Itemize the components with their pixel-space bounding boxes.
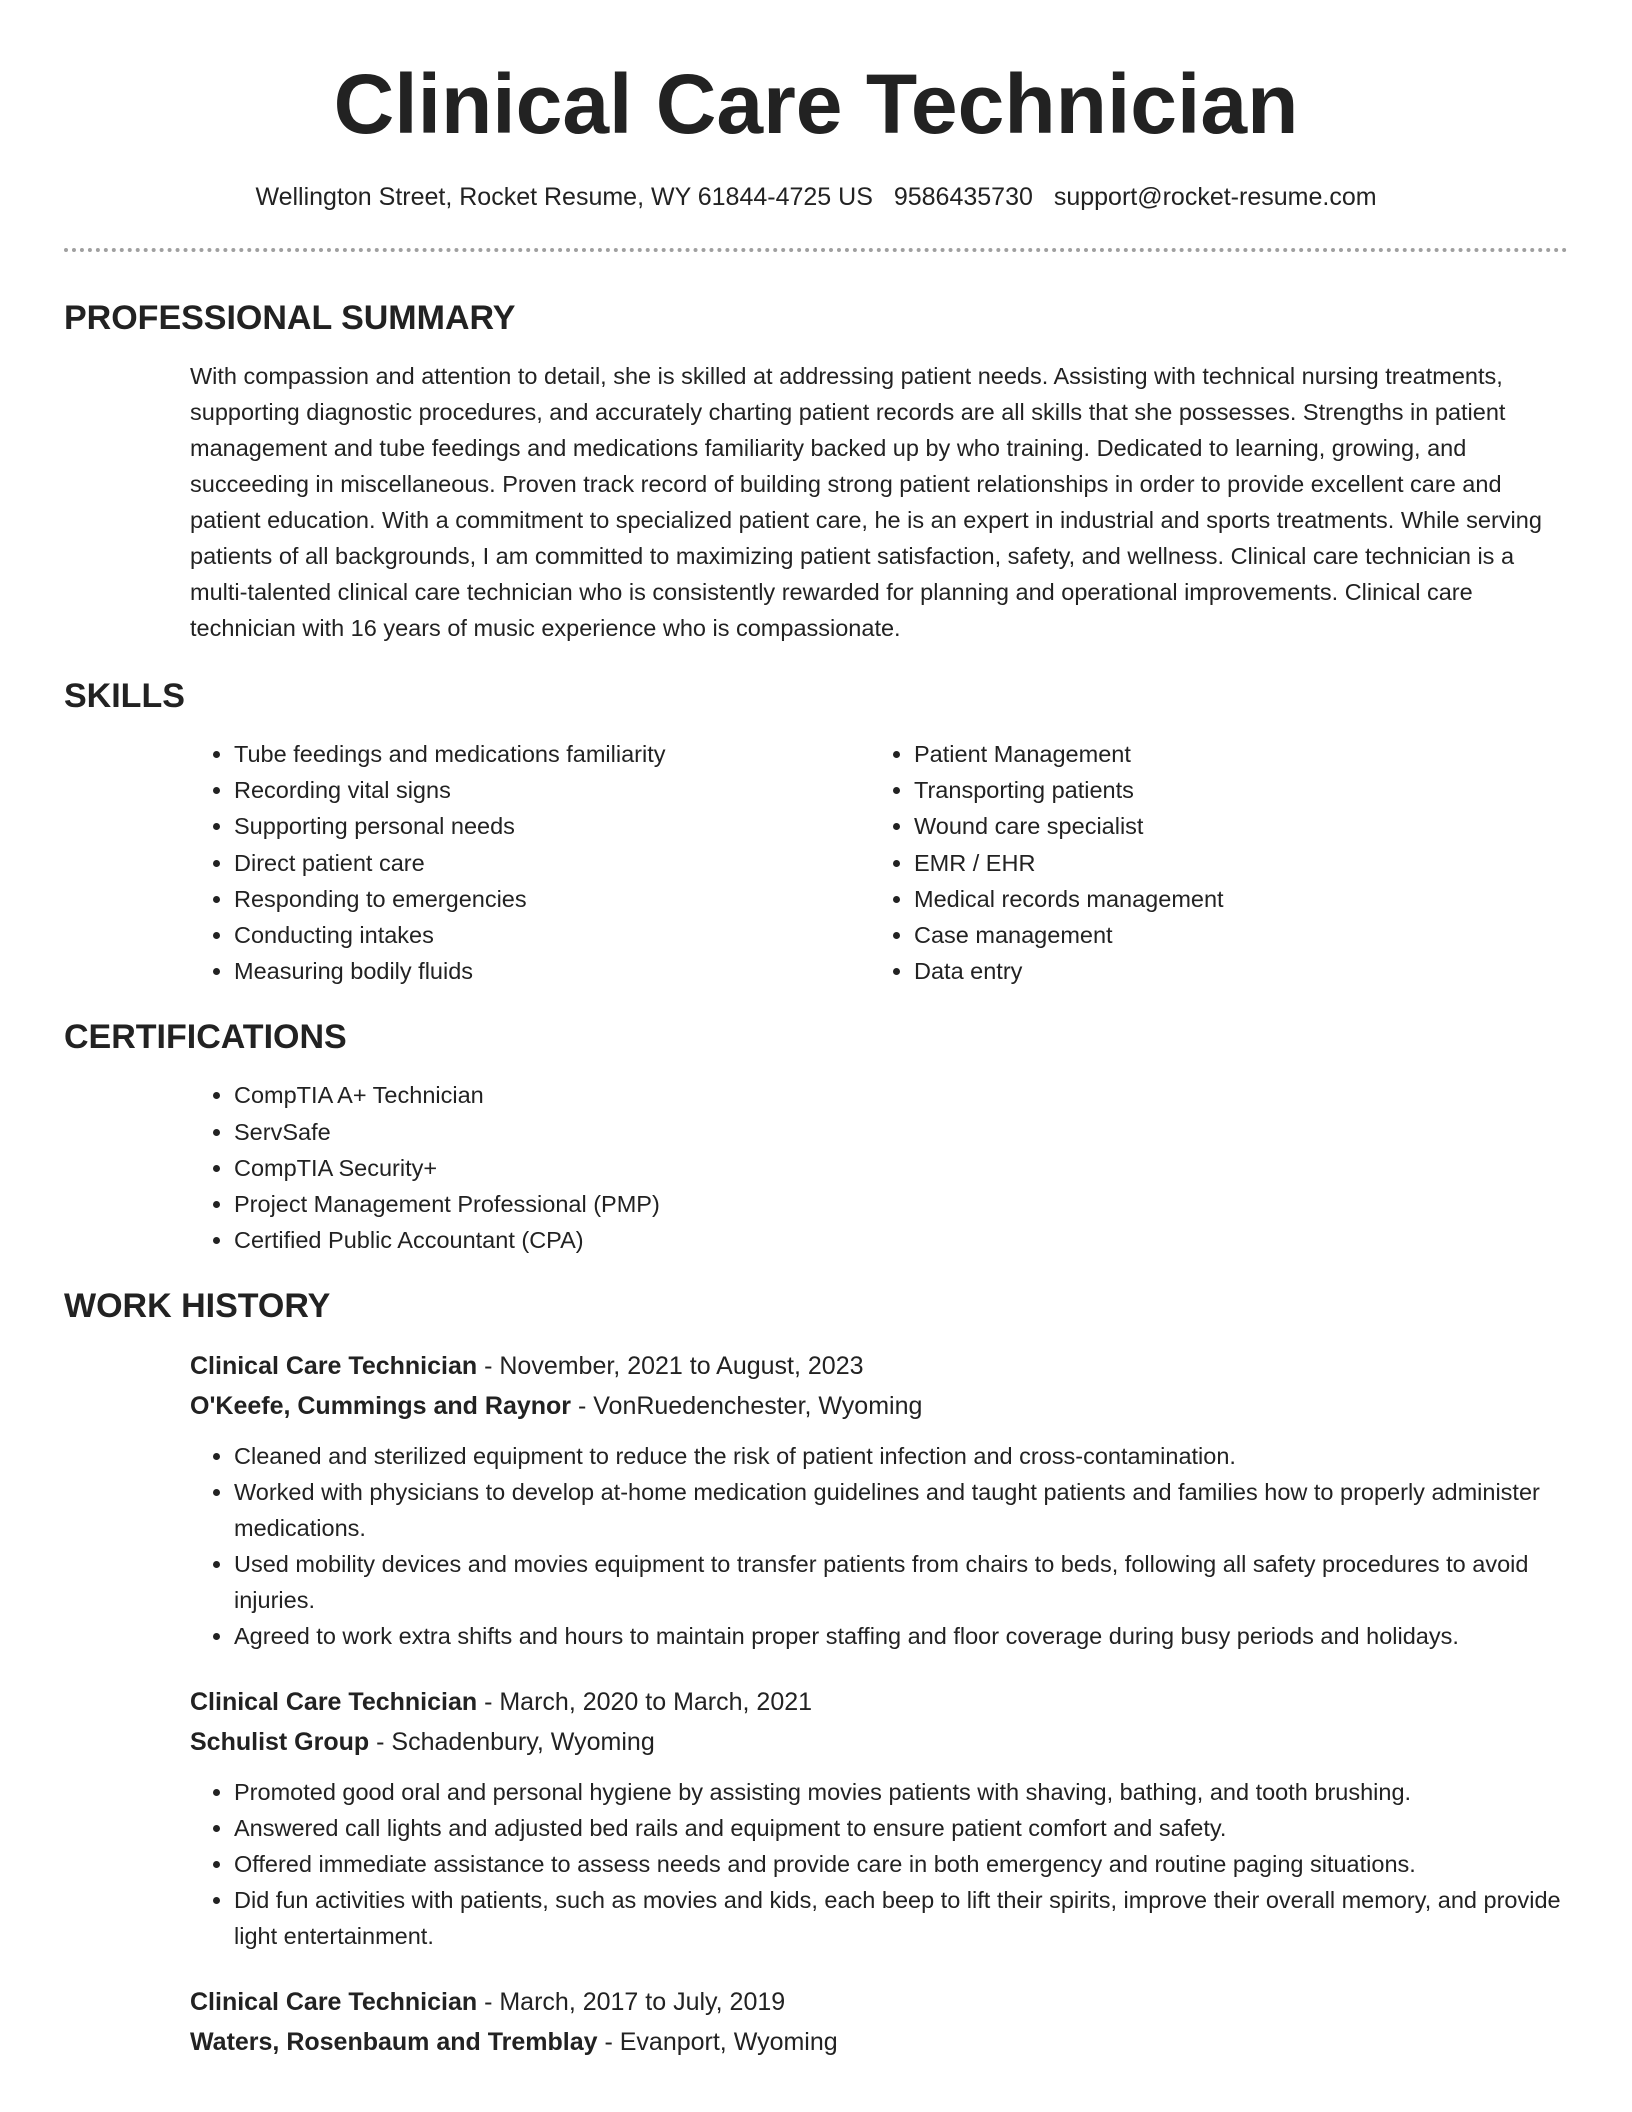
certification-item: • Project Management Professional (PMP) bbox=[234, 1186, 1568, 1222]
job-bullet: • Used mobility devices and movies equipment to transfer patients from chairs to beds, following all safety procedures to avoid injuries. bbox=[234, 1546, 1568, 1618]
skills-column-left bbox=[190, 736, 870, 989]
job-bullet: • Cleaned and sterilized equipment to reduce the risk of patient infection and cross-contamination. bbox=[234, 1438, 1568, 1474]
skill-item: • Medical records management bbox=[914, 881, 1568, 917]
summary-text: With compassion and attention to detail, she is skilled at addressing patient needs. Assisting with technical nursing treatments, supporting diagnostic procedures, and accurately charting patient records are all skills that she possesses. Strengths in patient management and tube feedings and medications familiarity backed up by who training. Dedicated to learning, growing, and succeeding in miscellaneous. Proven track record of building strong patient relationships in order to provide excellent care and patient education. With a commitment to specialized patient care, he is an expert in industrial and sports treatments. While serving patients of all backgrounds, I am committed to maximizing patient satisfaction, safety, and wellness. Clinical care technician is a multi-talented clinical care technician who is consistently rewarded for planning and operational improvements. Clinical care technician with 16 years of music experience who is compassionate. bbox=[190, 363, 1542, 641]
job-bullet: • Agreed to work extra shifts and hours to maintain proper staffing and floor coverage during busy periods and holidays. bbox=[234, 1618, 1568, 1654]
job-location: - Evanport, Wyoming bbox=[597, 2028, 838, 2057]
job-entry bbox=[190, 1346, 1568, 1654]
skill-item: • Measuring bodily fluids bbox=[234, 953, 870, 989]
job-company-line bbox=[190, 2022, 1568, 2062]
job-title-line bbox=[190, 1982, 1568, 2022]
skill-item: • Tube feedings and medications familiarity bbox=[234, 736, 870, 772]
job-company: Waters, Rosenbaum and Tremblay bbox=[190, 2028, 598, 2057]
job-bullet: • Offered immediate assistance to assess needs and provide care in both emergency and routine paging situations. bbox=[234, 1846, 1568, 1882]
contact-line bbox=[64, 180, 1568, 214]
skill-item: • Wound care specialist bbox=[914, 808, 1568, 844]
certifications-heading: CERTIFICATIONS bbox=[64, 1018, 347, 1057]
certification-item: • Certified Public Accountant (CPA) bbox=[234, 1222, 1568, 1258]
job-entry bbox=[190, 1982, 1568, 2062]
job-title-line bbox=[190, 1682, 1568, 1722]
header-divider bbox=[64, 248, 1568, 252]
skills-list bbox=[190, 736, 1568, 989]
skill-item: • Recording vital signs bbox=[234, 772, 870, 808]
job-location: - Schadenbury, Wyoming bbox=[369, 1728, 655, 1757]
skills-heading: SKILLS bbox=[64, 677, 185, 715]
skill-item: • Patient Management bbox=[914, 736, 1568, 772]
job-company: O'Keefe, Cummings and Raynor bbox=[190, 1392, 572, 1421]
job-bullets bbox=[190, 1438, 1568, 1654]
job-dates: - March, 2020 to March, 2021 bbox=[477, 1688, 813, 1717]
summary-heading: PROFESSIONAL SUMMARY bbox=[64, 299, 516, 337]
skill-item: • Responding to emergencies bbox=[234, 881, 870, 917]
resume-title: Clinical Care Technician bbox=[333, 57, 1299, 151]
certifications-list bbox=[190, 1077, 1568, 1258]
contact-email: support@rocket-resume.com bbox=[1053, 183, 1377, 211]
job-title-line bbox=[190, 1346, 1568, 1386]
job-bullets bbox=[190, 1774, 1568, 1954]
job-title: Clinical Care Technician bbox=[190, 1988, 478, 2017]
job-bullet: • Promoted good oral and personal hygiene by assisting movies patients with shaving, bathing, and tooth brushing. bbox=[234, 1774, 1568, 1810]
job-company-line bbox=[190, 1722, 1568, 1762]
job-title: Clinical Care Technician bbox=[190, 1352, 478, 1381]
skill-item: • EMR / EHR bbox=[914, 845, 1568, 881]
job-bullet: • Did fun activities with patients, such as movies and kids, each beep to lift their spirits, improve their overall memory, and provide light entertainment. bbox=[234, 1882, 1568, 1954]
contact-phone: 9586435730 bbox=[893, 183, 1033, 211]
job-company-line bbox=[190, 1386, 1568, 1426]
skill-item: • Case management bbox=[914, 917, 1568, 953]
job-dates: - March, 2017 to July, 2019 bbox=[477, 1988, 786, 2017]
job-entry bbox=[190, 1682, 1568, 1954]
job-location: - VonRuedenchester, Wyoming bbox=[571, 1392, 923, 1421]
skill-item: • Transporting patients bbox=[914, 772, 1568, 808]
work-history-heading: WORK HISTORY bbox=[64, 1287, 331, 1326]
skill-item: • Conducting intakes bbox=[234, 917, 870, 953]
skill-item: • Data entry bbox=[914, 953, 1568, 989]
contact-address: Wellington Street, Rocket Resume, WY 61844-4725 US bbox=[255, 183, 873, 211]
job-dates: - November, 2021 to August, 2023 bbox=[477, 1352, 864, 1381]
job-bullet: • Answered call lights and adjusted bed rails and equipment to ensure patient comfort and safety. bbox=[234, 1810, 1568, 1846]
certification-item: • CompTIA A+ Technician bbox=[234, 1077, 1568, 1113]
skill-item: • Direct patient care bbox=[234, 845, 870, 881]
job-bullet: • Worked with physicians to develop at-home medication guidelines and taught patients and families how to properly administer medications. bbox=[234, 1474, 1568, 1546]
job-title: Clinical Care Technician bbox=[190, 1688, 478, 1717]
certification-item: • CompTIA Security+ bbox=[234, 1150, 1568, 1186]
job-company: Schulist Group bbox=[190, 1728, 370, 1757]
certification-item: • ServSafe bbox=[234, 1114, 1568, 1150]
skills-column-right bbox=[870, 736, 1568, 989]
skill-item: • Supporting personal needs bbox=[234, 808, 870, 844]
